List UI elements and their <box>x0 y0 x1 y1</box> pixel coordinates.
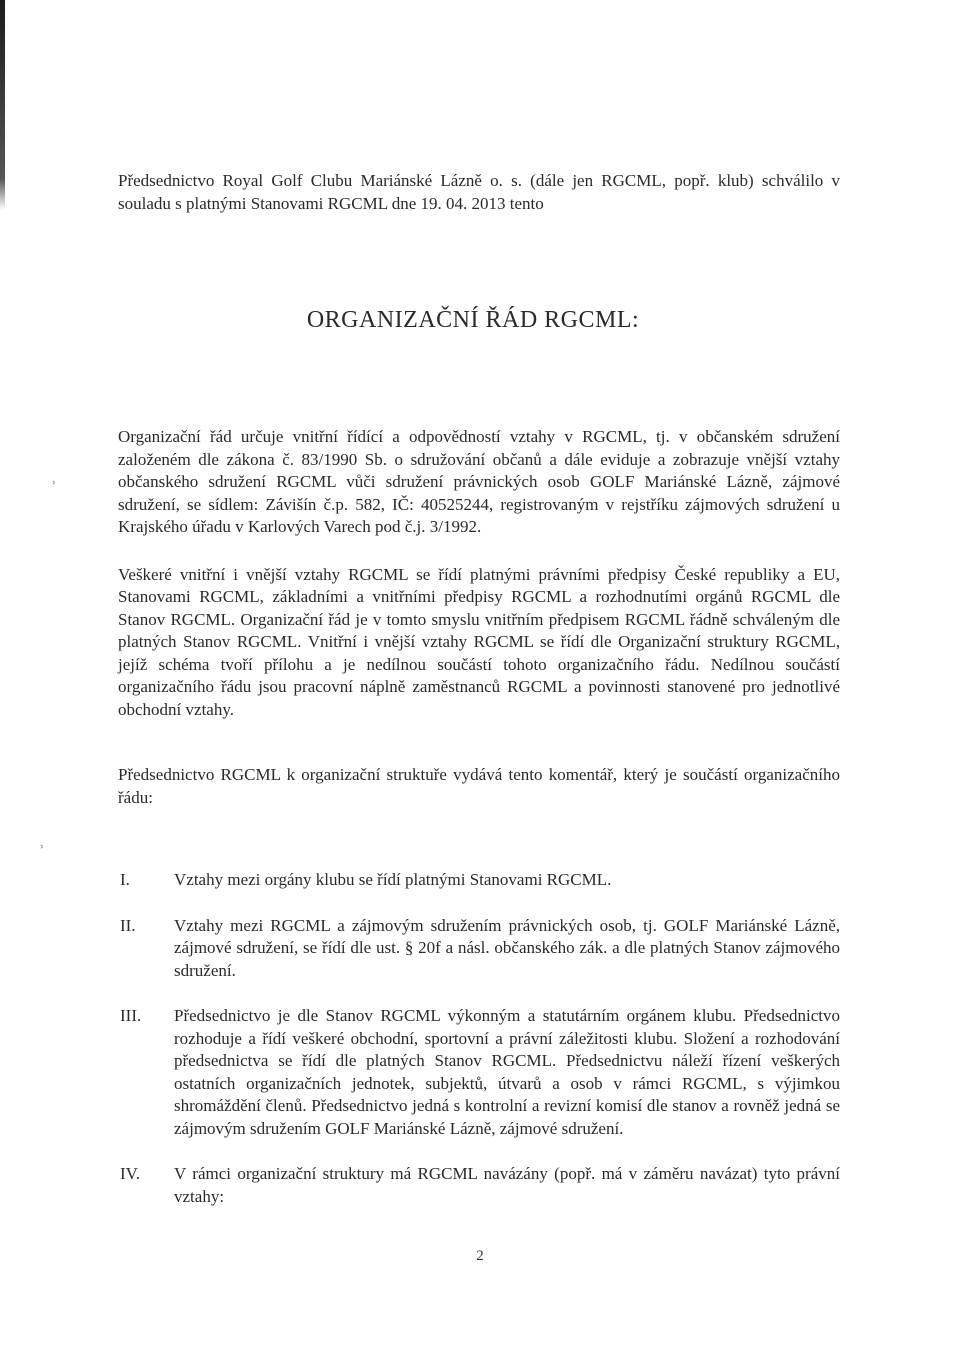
list-item-number: I. <box>120 870 130 889</box>
scan-edge-mark <box>0 0 5 210</box>
list-item <box>118 915 840 983</box>
list-item <box>118 1163 840 1208</box>
list-item-text: Předsednictvo je dle Stanov RGCML výkonným a statutárním orgánem klubu. Předsednictvo rozhoduje a řídí veškeré obchodní, sportovní a právní záležitosti klubu. Složení a rozhodování předsednictva se řídí dle platných Stanov RGCML. Předsednictvu náleží řízení veškerých ostatních organizačních jednotek, subjektů, útvarů a osob v rámci RGCML, s výjimkou shromáždění členů. Předsednictvo jedná s kontrolní a revizní komisí dle stanov a rovněž jedná se zájmovým sdružením GOLF Mariánské Lázně, zájmové sdružení. <box>174 1006 840 1138</box>
margin-mark: ˒ <box>40 840 45 856</box>
intro-paragraph: Předsednictvo Royal Golf Clubu Mariánské Lázně o. s. (dále jen RGCML, popř. klub) schválilo v souladu s platnými Stanovami RGCML dne 19. 04. 2013 tento <box>118 171 840 213</box>
page-number: 2 <box>476 1248 484 1264</box>
list-item <box>118 869 840 892</box>
numbered-list <box>118 869 840 1208</box>
list-item-text: Vztahy mezi orgány klubu se řídí platnými Stanovami RGCML. <box>174 870 612 889</box>
list-item-number: III. <box>120 1006 142 1025</box>
margin-mark: ˒ <box>52 476 57 492</box>
paragraph-organizational-order: Organizační řád určuje vnitřní řídící a odpovědností vztahy v RGCML, tj. v občanském sdružení založeném dle zákona č. 83/1990 Sb. o sdružování občanů a dále eviduje a zobrazuje vnější vztahy občanského sdružení RGCML vůči sdružení právnických osob GOLF Mariánské Lázně, zájmové sdružení, se sídlem: Závišín č.p. 582, IČ: 40525244, registrovaným v rejstříku zájmových sdružení u Krajského úřadu v Karlových Varech pod č.j. 3/1992. <box>118 427 840 536</box>
paragraph-commentary: Předsednictvo RGCML k organizační struktuře vydává tento komentář, který je součástí organizačního řádu: <box>118 765 840 807</box>
list-item <box>118 1005 840 1140</box>
list-item-number: IV. <box>120 1164 140 1183</box>
paragraph-relations: Veškeré vnitřní i vnější vztahy RGCML se řídí platnými právními předpisy České republiky a EU, Stanovami RGCML, základními a vnitřními předpisy RGCML a rozhodnutími orgánů RGCML dle Stanov RGCML. Organizační řád je v tomto smyslu vnitřním předpisem RGCML řádně schváleným dle platných Stanov RGCML. Vnitřní i vnější vztahy RGCML se řídí dle Organizační struktury RGCML, jejíž schéma tvoří přílohu a je nedílnou součástí tohoto organizačního řádu. Nedílnou součástí organizačního řádu jsou pracovní náplně zaměstnanců RGCML a povinnosti stanovené pro jednotlivé obchodní vztahy. <box>118 564 840 719</box>
list-item-number: II. <box>120 915 136 935</box>
document-title: ORGANIZAČNÍ ŘÁD RGCML: <box>306 307 640 333</box>
list-item-text: Vztahy mezi RGCML a zájmovým sdružením právnických osob, tj. GOLF Mariánské Lázně, zájmové sdružení, se řídí dle ust. § 20f a násl. občanského zák. a dle platných Stanov zájmového sdružení. <box>174 915 840 980</box>
list-item-text: V rámci organizační struktury má RGCML navázány (popř. má v záměru navázat) tyto právní vztahy: <box>174 1164 840 1206</box>
document-page <box>118 170 840 1208</box>
